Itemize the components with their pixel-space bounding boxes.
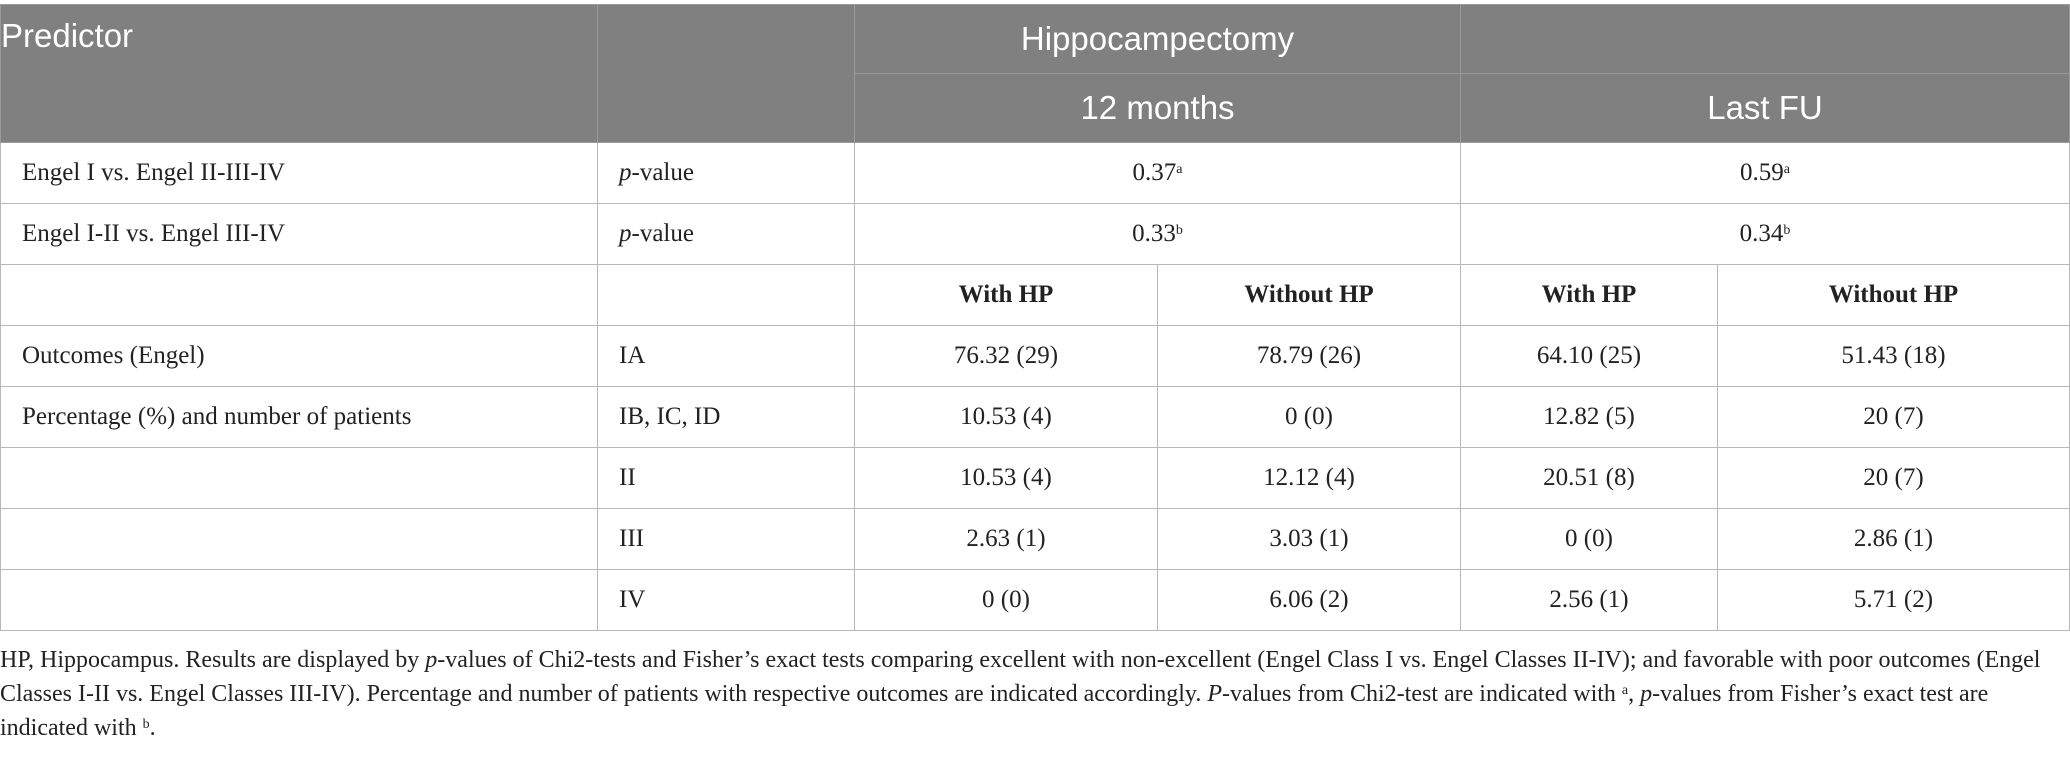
row-label: Engel I-II vs. Engel III-IV: [1, 204, 598, 265]
table-footnote: [0, 643, 2062, 745]
row-label: Percentage (%) and number of patients: [1, 387, 598, 448]
cell-without-hp-last: 2.86 (1): [1718, 509, 2070, 570]
engel-class: IA: [598, 326, 855, 387]
engel-class: II: [598, 448, 855, 509]
cell-with-hp-12m: 0 (0): [855, 570, 1158, 631]
subheader-row: [1, 265, 2070, 326]
table-row: [1, 448, 2070, 509]
predictor-header: Predictor: [1, 5, 598, 143]
results-table: [0, 4, 2070, 631]
blank-cell: [1, 265, 598, 326]
blank-cell: [598, 265, 855, 326]
cell-with-hp-12m: 2.63 (1): [855, 509, 1158, 570]
cell-with-hp-12m: 10.53 (4): [855, 387, 1158, 448]
cell-with-hp-last: 12.82 (5): [1461, 387, 1718, 448]
blank-header-right: [1461, 5, 2070, 74]
p-value-last-fu: 0.59$^a$: [1461, 143, 2070, 204]
blank-header: [598, 5, 855, 143]
table-row: [1, 204, 2070, 265]
cell-with-hp-12m: 10.53 (4): [855, 448, 1158, 509]
without-hp-header: Without HP: [1718, 265, 2070, 326]
row-label: Outcomes (Engel): [1, 326, 598, 387]
cell-with-hp-last: 0 (0): [1461, 509, 1718, 570]
cell-without-hp-last: 20 (7): [1718, 387, 2070, 448]
cell-without-hp-12m: 12.12 (4): [1158, 448, 1461, 509]
footnote-text: HP, Hippocampus. Results are displayed by p-values of Chi2-tests and Fisher’s exact tests comparing excellent with non-excellent (Engel Class I vs. Engel Classes II-IV); and favorable with poor outcomes (Engel Classes I-II vs. Engel Classes III-IV). Percentage and number of patients with respective outcomes are indicated accordingly. P-values from Chi2-test are indicated with $^a$, p-values from Fisher’s exact test are indicated with $^b$.: [0, 647, 2041, 741]
with-hp-header: With HP: [1461, 265, 1718, 326]
cell-with-hp-last: 2.56 (1): [1461, 570, 1718, 631]
row-label: Engel I vs. Engel II-III-IV: [1, 143, 598, 204]
table-row: [1, 387, 2070, 448]
table-row: [1, 143, 2070, 204]
table-row: [1, 570, 2070, 631]
cell-without-hp-12m: 78.79 (26): [1158, 326, 1461, 387]
table-row: [1, 326, 2070, 387]
cell-without-hp-last: 51.43 (18): [1718, 326, 2070, 387]
engel-class: IV: [598, 570, 855, 631]
hippocampectomy-header: Hippocampectomy: [855, 5, 1461, 74]
p-value-12-months: 0.37$^a$: [855, 143, 1461, 204]
p-value-12-months: 0.33$^b$: [855, 204, 1461, 265]
cell-with-hp-last: 20.51 (8): [1461, 448, 1718, 509]
p-value-label: p-value: [598, 143, 855, 204]
cell-without-hp-12m: 6.06 (2): [1158, 570, 1461, 631]
cell-with-hp-12m: 76.32 (29): [855, 326, 1158, 387]
engel-class: IB, IC, ID: [598, 387, 855, 448]
cell-without-hp-12m: 0 (0): [1158, 387, 1461, 448]
cell-without-hp-last: 20 (7): [1718, 448, 2070, 509]
cell-with-hp-last: 64.10 (25): [1461, 326, 1718, 387]
row-label: [1, 448, 598, 509]
row-label: [1, 509, 598, 570]
table-row: [1, 509, 2070, 570]
engel-class: III: [598, 509, 855, 570]
p-value-last-fu: 0.34$^b$: [1461, 204, 2070, 265]
cell-without-hp-last: 5.71 (2): [1718, 570, 2070, 631]
without-hp-header: Without HP: [1158, 265, 1461, 326]
period-12-months-header: 12 months: [855, 74, 1461, 143]
cell-without-hp-12m: 3.03 (1): [1158, 509, 1461, 570]
row-label: [1, 570, 598, 631]
p-value-label: p-value: [598, 204, 855, 265]
with-hp-header: With HP: [855, 265, 1158, 326]
period-last-fu-header: Last FU: [1461, 74, 2070, 143]
